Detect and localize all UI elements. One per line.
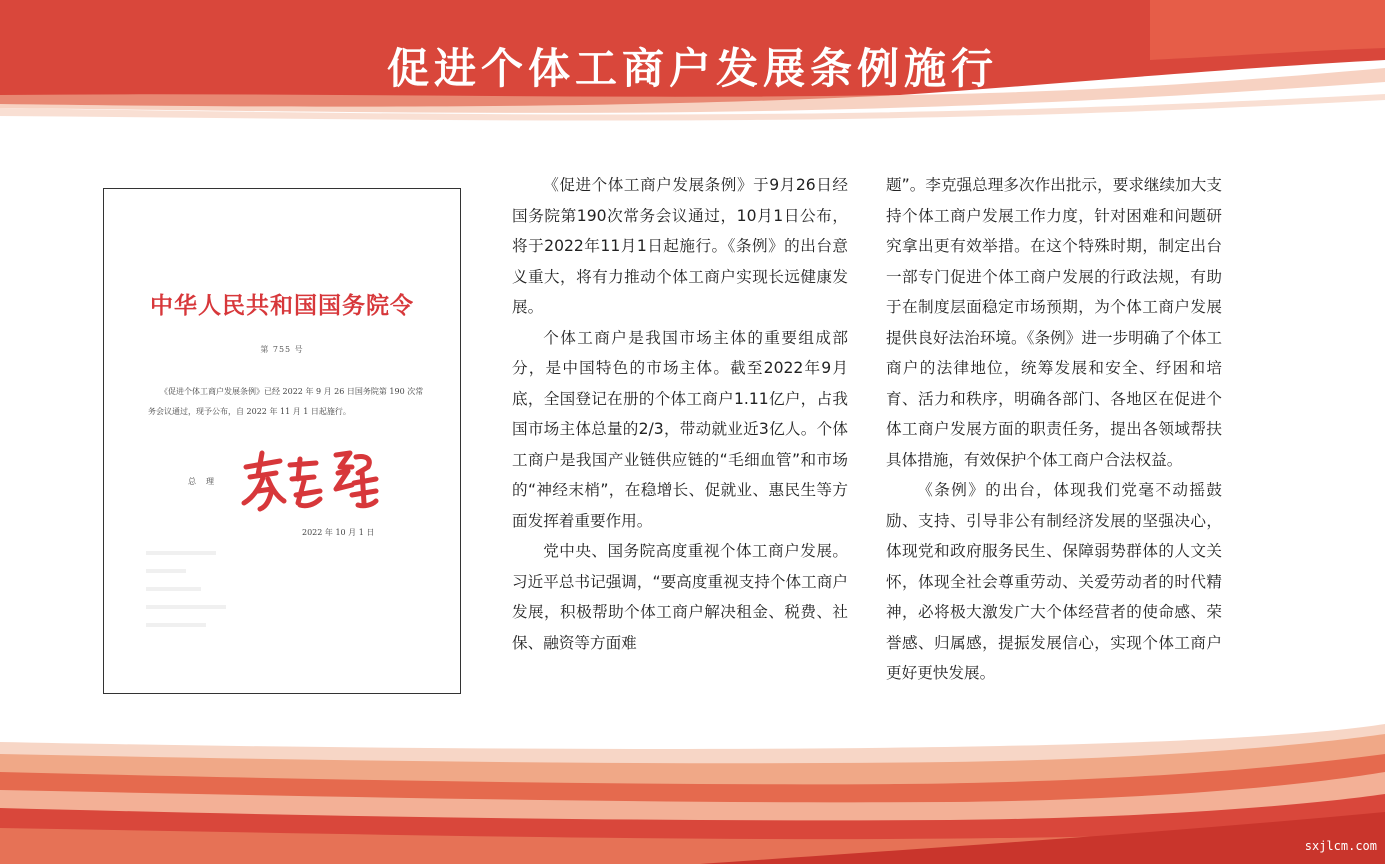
decree-number: 第 755 号	[260, 345, 304, 354]
decree-title: 中华人民共和国国务院令	[150, 292, 414, 319]
faint-line	[146, 623, 206, 627]
faint-line	[146, 587, 201, 591]
decree-body: 《促进个体工商户发展条例》已经 2022 年 9 月 26 日国务院第 190 次常务会议通过，现予公布，自 2022 年 11 月 1 日起施行。	[148, 387, 424, 416]
decree-date: 2022 年 10 月 1 日	[302, 528, 375, 537]
article-column-2	[886, 170, 1222, 689]
faint-line	[146, 551, 216, 555]
paragraph: 党中央、国务院高度重视个体工商户发展。习近平总书记强调，“要高度重视支持个体工商户发展，积极帮助个体工商户解决租金、税费、社保、融资等方面难	[512, 542, 848, 652]
footer-waves	[0, 724, 1385, 864]
article-column-1	[512, 170, 848, 658]
paragraph: 题”。李克强总理多次作出批示，要求继续加大支持个体工商户发展工作力度，针对困难和问题研究拿出更有效举措。在这个特殊时期，制定出台一部专门促进个体工商户发展的行政法规，有助于在制度层面稳定市场预期，为个体工商户发展提供良好法治环境。《条例》进一步明确了个体工商户的法律地位，统筹发展和安全、纾困和培育、活力和秩序，明确各部门、各地区在促进个体工商户发展方面的职责任务，提出各领域帮扶具体措施，有效保护个体工商户合法权益。	[886, 176, 1222, 469]
paragraph: 《条例》的出台，体现我们党毫不动摇鼓励、支持、引导非公有制经济发展的坚强决心，体现党和政府服务民生、保障弱势群体的人文关怀，体现全社会尊重劳动、关爱劳动者的时代精神，必将极大激发广大个体经营者的使命感、荣誉感、归属感，提振发展信心，实现个体工商户更好更快发展。	[886, 481, 1222, 682]
paragraph: 个体工商户是我国市场主体的重要组成部分，是中国特色的市场主体。截至2022年9月底，全国登记在册的个体工商户1.11亿户，占我国市场主体总量的2/3，带动就业近3亿人。个体工商户是我国产业链供应链的“毛细血管”和市场的“神经末梢”，在稳增长、促就业、惠民生等方面发挥着重要作用。	[512, 328, 848, 530]
faint-line	[146, 569, 186, 573]
handwritten-signature	[240, 445, 380, 513]
page-title: 促进个体工商户发展条例施行	[386, 44, 998, 93]
paragraph: 《促进个体工商户发展条例》于9月26日经国务院第190次常务会议通过，10月1日公布，将于2022年11月1日起施行。《条例》的出台意义重大，将有力推动个体工商户实现长远健康发展。	[512, 176, 848, 316]
faint-line	[146, 605, 226, 609]
watermark: sxjlcm.com	[1304, 839, 1377, 853]
signature-label: 总 理	[188, 477, 215, 486]
decree-document-image	[103, 188, 461, 694]
